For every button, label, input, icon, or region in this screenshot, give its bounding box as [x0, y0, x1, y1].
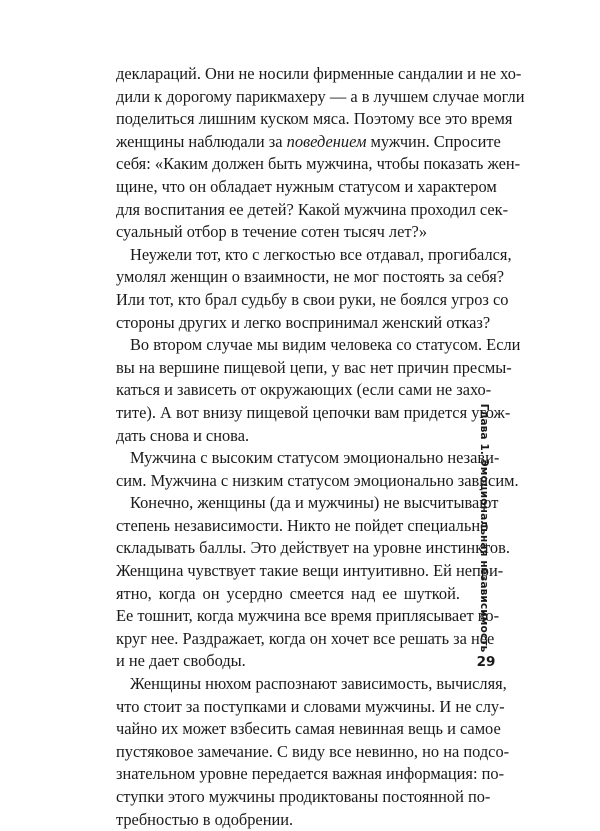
page-number: 29: [476, 654, 496, 670]
text-line: деклараций. Они не носили фирменные сандалии и не хо-: [116, 64, 522, 83]
text-line: Ее тошнит, когда мужчина все время приплясывает во-: [116, 606, 500, 626]
text-line: что стоит за поступками и словами мужчины. И не слу-: [116, 696, 505, 716]
text-line: складывать баллы. Это действует на уровне инстинктов.: [116, 538, 510, 558]
paragraph: [116, 673, 510, 831]
text-line: круг нее. Раздражает, когда он хочет все решать за нее: [116, 628, 495, 648]
running-head: Глава 1. Эмоциональная независимость: [478, 403, 490, 653]
text-line: себя: «Каким должен быть мужчина, чтобы показать жен-: [116, 154, 521, 174]
paragraph: [116, 244, 512, 334]
text-line: для воспитания ее детей? Какой мужчина проходил сек-: [116, 199, 509, 219]
text-line: Во втором случае мы видим человека со статусом. Если: [130, 335, 521, 355]
text-line: каться и зависеть от окружающих (если сами не захо-: [116, 380, 492, 400]
text-line: умолял женщин о взаимности, не мог постоять за себя?: [116, 267, 505, 287]
text-line: Женщина чувствует такие вещи интуитивно. Ей непри-: [116, 561, 504, 581]
text-line: вы на вершине пищевой цепи, у вас нет причин пресмы-: [116, 357, 512, 377]
text-line: и не дает свободы.: [116, 651, 246, 671]
text-line: пустяковое замечание. С виду все невинно, но на подсо-: [116, 741, 510, 761]
text-line: тите). А вот внизу пищевой цепочки вам придется угож-: [116, 402, 511, 422]
text-line: щине, что он обладает нужным статусом и характером: [116, 176, 497, 196]
text-line: ятно, когда он усердно смеется над ее шуткой.: [116, 583, 460, 603]
text-line: Женщины нюхом распознают зависимость, вычисляя,: [130, 674, 507, 694]
text-line: Или тот, кто брал судьбу в свои руки, не боялся угроз со: [116, 289, 509, 309]
text-line: ступки этого мужчины продиктованы постоянной по-: [116, 787, 491, 806]
text-line: степень независимости. Никто не пойдет специально: [116, 515, 489, 535]
text-line: Конечно, женщины (да и мужчины) не высчитывают: [130, 493, 499, 513]
text-line: дили к дорогому парикмахеру — а в лучшем случае могли: [116, 86, 525, 106]
text-line: требностью в одобрении.: [116, 809, 294, 829]
text-line: Мужчина с высоким статусом эмоционально незави-: [130, 448, 500, 468]
text-line: чайно их может взбесить самая невинная вещь и самое: [116, 719, 501, 739]
text-line: знательном уровне передается важная информация: по-: [116, 764, 505, 784]
text-line: дать снова и снова.: [116, 425, 250, 445]
paragraph: [116, 447, 519, 492]
text-line: стороны других и легко воспринимал женский отказ?: [116, 312, 491, 332]
paragraph: [116, 334, 521, 447]
emphasized-word: поведением: [286, 131, 367, 151]
text-line: поделиться лишним куском мяса. Поэтому все это время: [116, 109, 513, 129]
text-line: сим. Мужчина с низким статусом эмоционально зависим.: [116, 470, 519, 490]
text-line: Неужели тот, кто с легкостью все отдавал, прогибался,: [130, 244, 512, 264]
paragraph: [116, 63, 525, 244]
text-line: женщины наблюдали за поведением мужчин. Спросите: [116, 131, 501, 151]
text-line: суальный отбор в течение сотен тысяч лет?»: [116, 222, 428, 242]
